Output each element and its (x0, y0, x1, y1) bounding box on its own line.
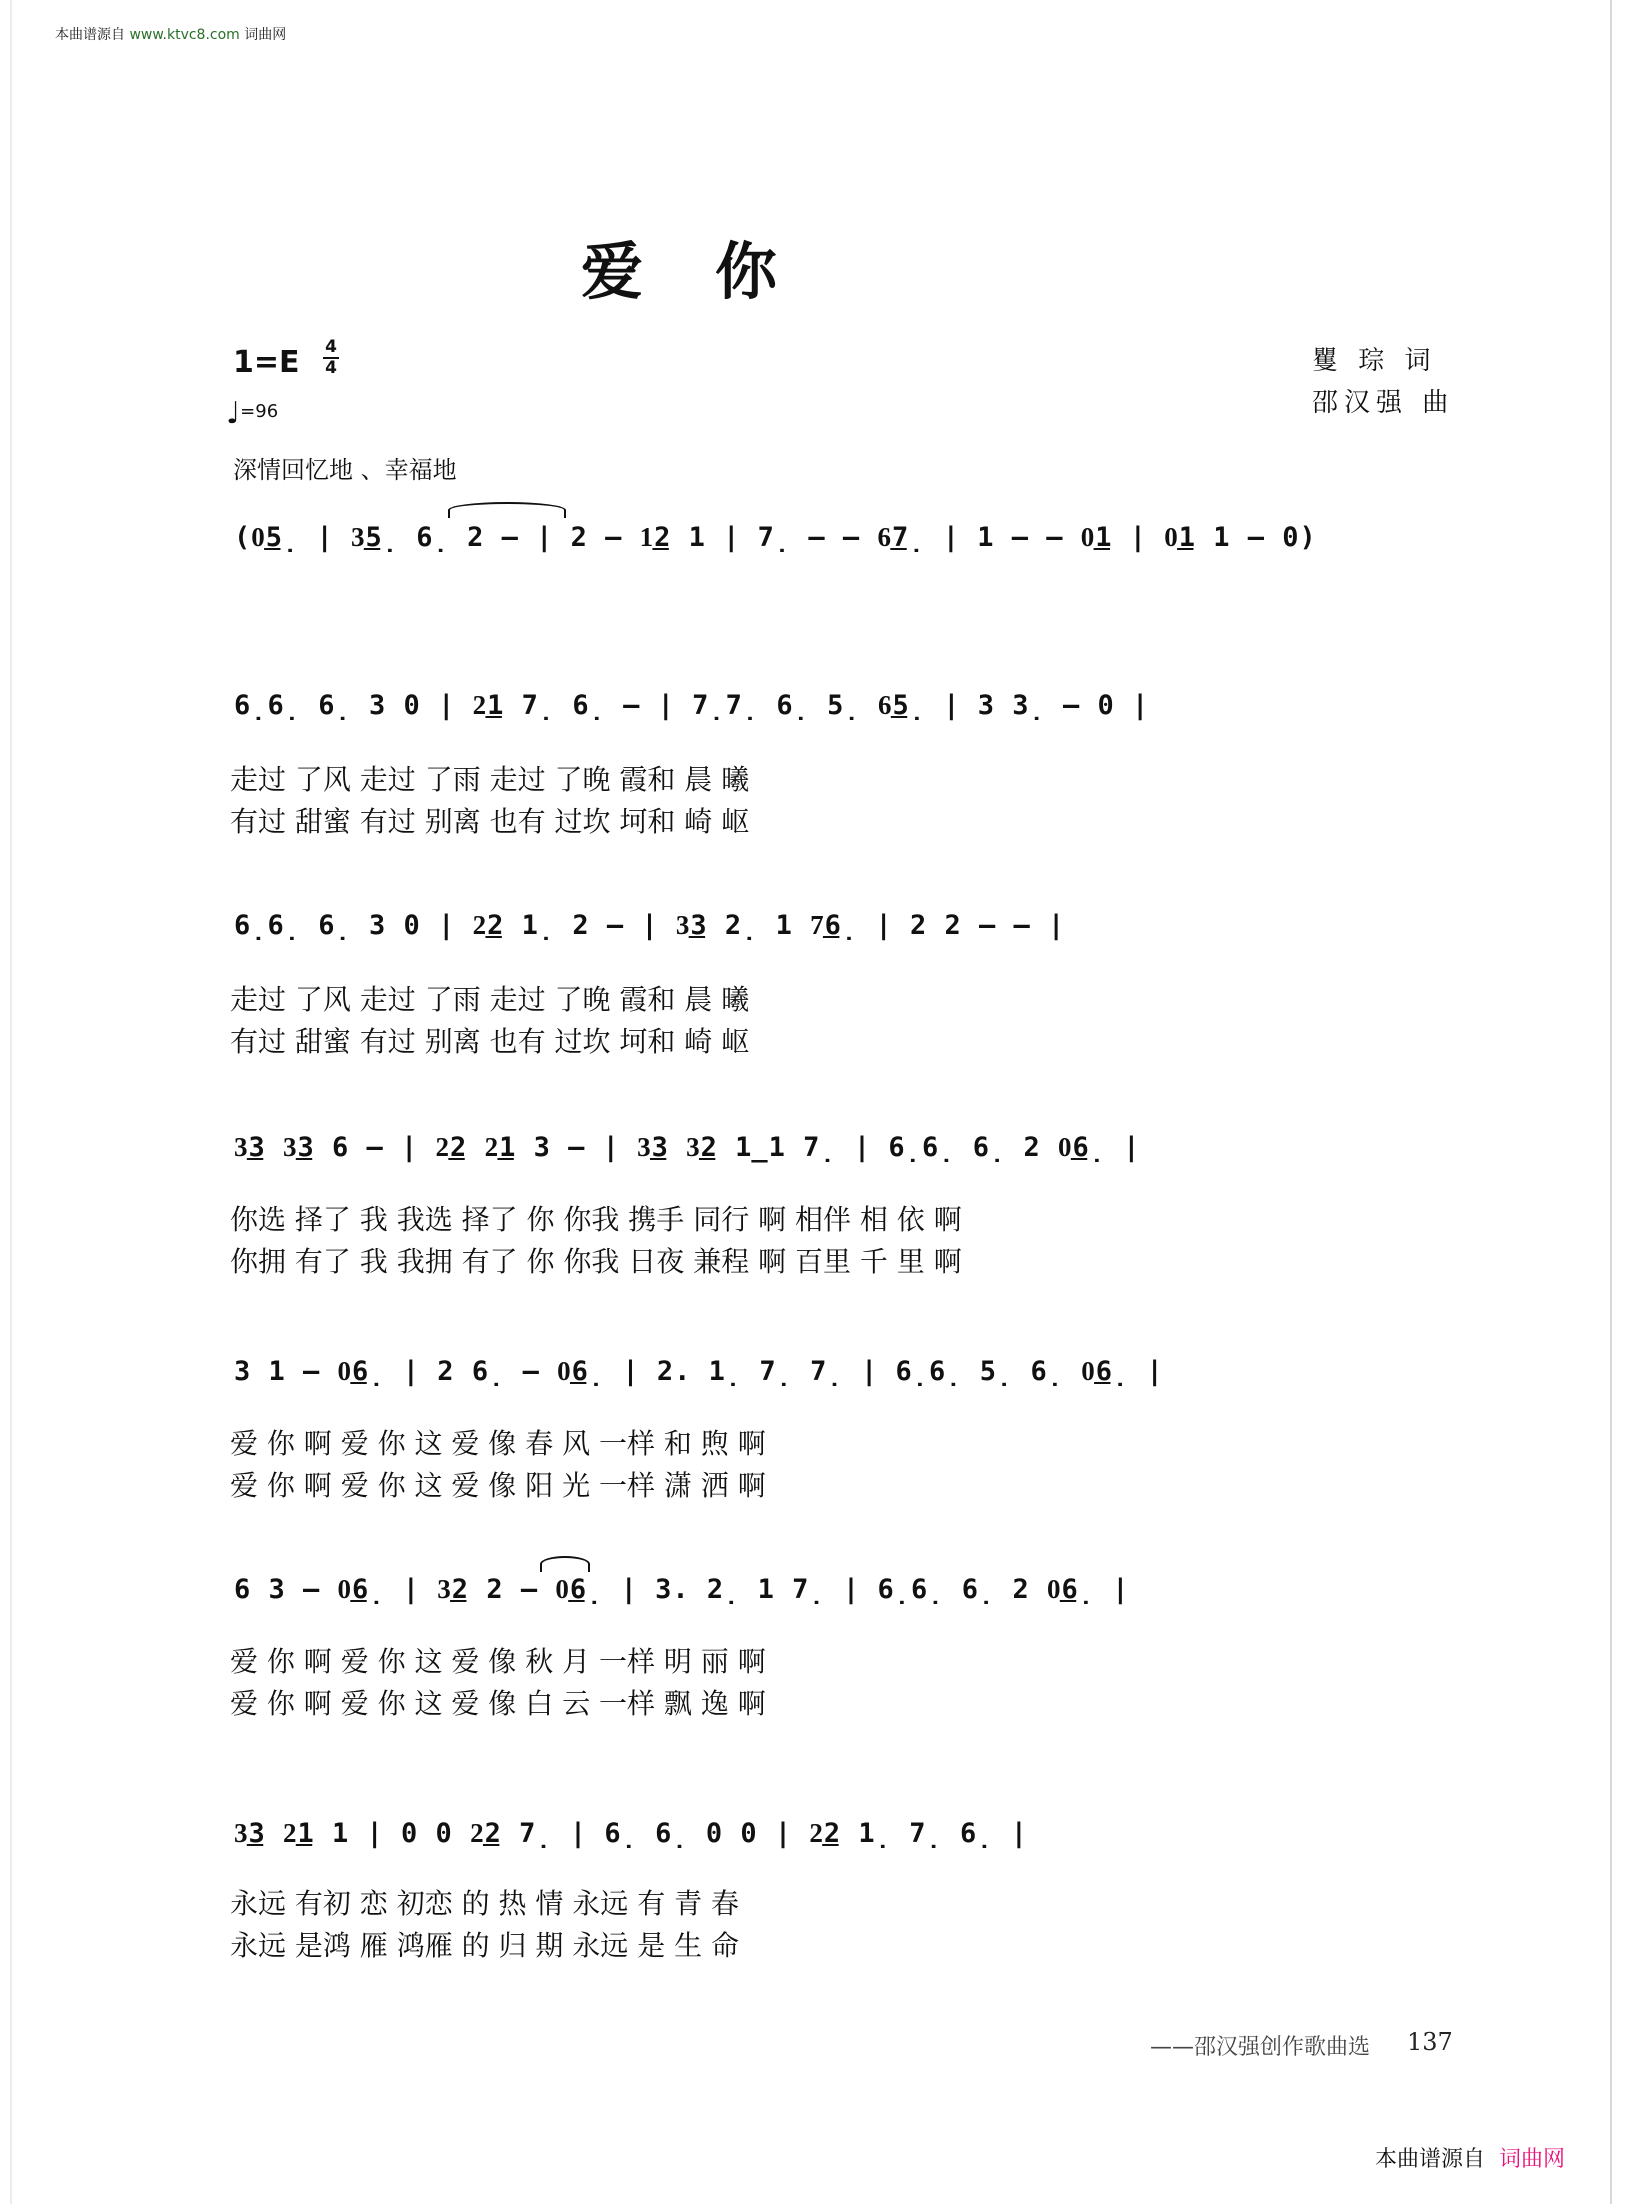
time-signature-top: 4 (325, 337, 337, 357)
lyrics-row-1-verse-1: 走过 了风 走过 了雨 走过 了晚 霞和 晨 曦 (230, 763, 750, 796)
expression-marking: 深情回忆地 、幸福地 (233, 456, 457, 484)
notation-row-3: 3͟3 3͟3 6 – | 2͟2 2͟1 3 – | 3͟3 3͟2 1̲1 7̣ | 6̣6̣ 6̣ 2 0͟6̣ | (234, 1132, 1141, 1163)
brand-footer (1375, 2142, 1565, 2173)
composer-credit: 邵汉强 曲 (1312, 388, 1455, 418)
quarter-note-icon: ♩ (226, 396, 241, 431)
left-page-edge (10, 0, 12, 2204)
lyrics-row-4-verse-1: 爱 你 啊 爱 你 这 爱 像 春 风 一样 和 煦 啊 (230, 1427, 766, 1460)
lyrics-row-2-verse-2: 有过 甜蜜 有过 别离 也有 过坎 坷和 崎 岖 (230, 1025, 750, 1058)
lyrics-row-5-verse-2: 爱 你 啊 爱 你 这 爱 像 白 云 一样 飘 逸 啊 (230, 1687, 766, 1720)
lyricist-credit: 矍 琮 词 (1312, 346, 1437, 376)
lyrics-row-2-verse-1: 走过 了风 走过 了雨 走过 了晚 霞和 晨 曦 (230, 983, 750, 1016)
time-signature (322, 338, 340, 378)
source-label: 本曲谱源自 (55, 27, 125, 43)
brand-site-link[interactable]: 词曲网 (1499, 2147, 1566, 2172)
key-signature: 1=E (233, 345, 300, 380)
source-header (55, 24, 286, 44)
brand-label: 本曲谱源自 (1375, 2147, 1486, 2172)
notation-row-1: 6̣6̣ 6̣ 3 0 | 2͟1 7̣ 6̣ – | 7̣7̣ 6̣ 5̣ 6͟5̣ | 3 3̣ – 0 | (234, 690, 1150, 721)
page-number: 137 (1407, 2028, 1453, 2056)
lyrics-row-3-verse-1: 你选 择了 我 我选 择了 你 你我 携手 同行 啊 相伴 相 依 啊 (230, 1203, 962, 1236)
lyrics-row-4-verse-2: 爱 你 啊 爱 你 这 爱 像 阳 光 一样 潇 洒 啊 (230, 1469, 766, 1502)
intro-notes: (0͟5̣ | 3͟5̣ 6̣ 2 – | 2 – 1͟2 1 | 7̣ – – 6͟7̣ | 1 – – 0͟1 | 0͟1 1 – 0) (234, 522, 1317, 553)
song-title: 爱你 (580, 235, 849, 308)
lyrics-row-5-verse-1: 爱 你 啊 爱 你 这 爱 像 秋 月 一样 明 丽 啊 (230, 1645, 766, 1678)
tempo-marking (226, 396, 278, 431)
source-url[interactable]: www.ktvc8.com (129, 27, 240, 43)
tempo-value: =96 (240, 401, 279, 422)
notation-row-4: 3 1 – 0͟6̣ | 2 6̣ – 0͟6̣ | 2. 1̣ 7̣ 7̣ | 6̣6̣ 5̣ 6̣ 0͟6̣ | (234, 1356, 1164, 1387)
tie-mark (448, 502, 566, 518)
time-signature-bottom: 4 (325, 358, 337, 378)
lyrics-row-1-verse-2: 有过 甜蜜 有过 别离 也有 过坎 坷和 崎 岖 (230, 805, 750, 838)
book-title-footer: ——邵汉强创作歌曲选 (1150, 2035, 1371, 2060)
source-site: 词曲网 (244, 27, 287, 43)
notation-row-2: 6̣6̣ 6̣ 3 0 | 2͟2 1̣ 2 – | 3͟3 2̣ 1 7͟6̣ | 2 2 – – | (234, 910, 1066, 941)
right-page-edge (1610, 0, 1612, 2204)
lyrics-row-6-verse-1: 永远 有初 恋 初恋 的 热 情 永远 有 青 春 (230, 1887, 740, 1920)
lyrics-row-6-verse-2: 永远 是鸿 雁 鸿雁 的 归 期 永远 是 生 命 (230, 1929, 740, 1962)
lyrics-row-3-verse-2: 你拥 有了 我 我拥 有了 你 你我 日夜 兼程 啊 百里 千 里 啊 (230, 1245, 962, 1278)
slur-mark (540, 1556, 590, 1572)
notation-row-6: 3͟3 2͟1 1 | 0 0 2͟2 7̣ | 6̣ 6̣ 0 0 | 2͟2 1̣ 7̣ 6̣ | (234, 1818, 1028, 1849)
notation-row-5: 6 3 – 0͟6̣ | 3͟2 2 – 0͟6̣ | 3. 2̣ 1 7̣ | 6̣6̣ 6̣ 2 0͟6̣ | (234, 1574, 1130, 1605)
